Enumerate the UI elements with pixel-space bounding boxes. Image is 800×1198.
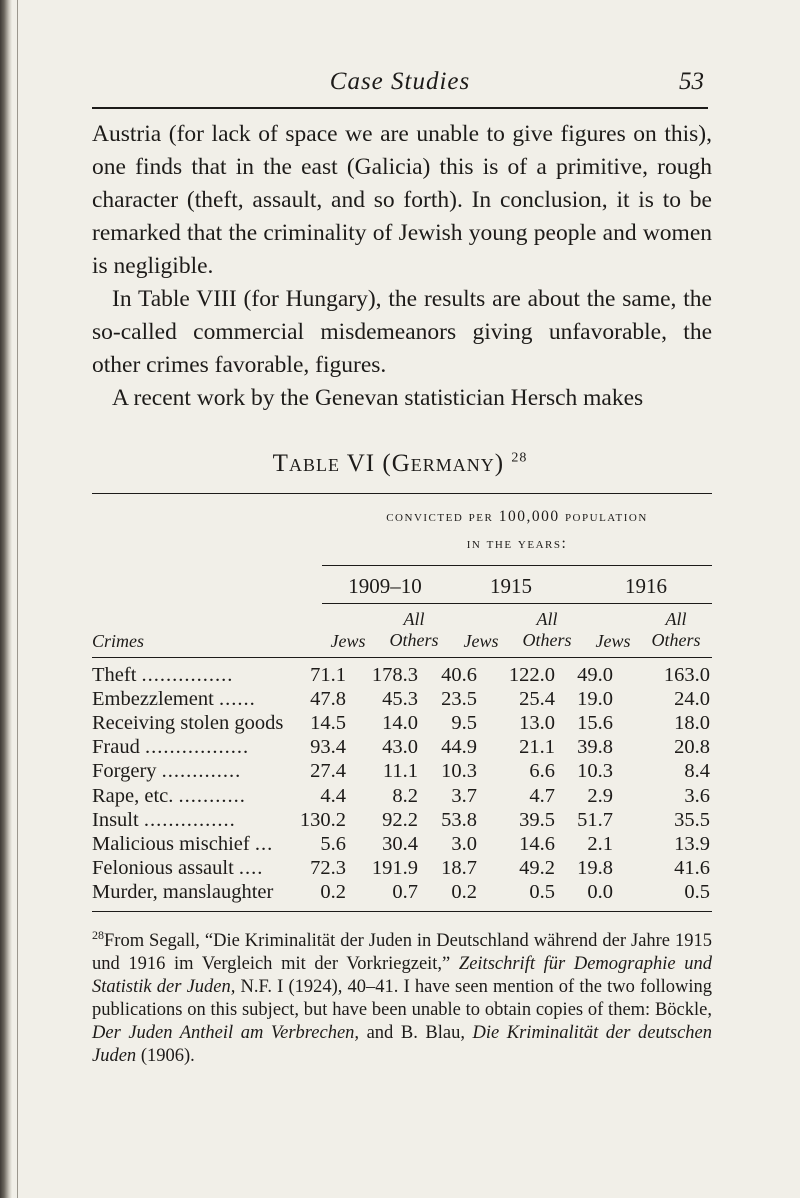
subhead-jews-1909: Jews: [330, 631, 366, 651]
table-cell: 20.8: [674, 736, 710, 759]
table-cell: 43.0: [382, 736, 418, 759]
crime-name: [92, 688, 256, 711]
header-bottom-rule: [92, 657, 712, 658]
table-bottom-rule: [92, 911, 712, 912]
table-cell: 72.3: [310, 856, 346, 879]
table-cell: 51.7: [577, 808, 613, 831]
crime-name: [92, 736, 249, 759]
table-cell: 39.5: [519, 808, 555, 831]
paragraph-hungary: In Table VIII (for Hungary), the results are about the same, the so-called commercial misdemeanors giving unfavorable, the other crimes favorable, figures.: [92, 286, 712, 378]
crime-label: Embezzlement: [92, 688, 214, 711]
subhead-others-text: Others: [522, 630, 572, 650]
leader-dots: ...............: [143, 808, 236, 831]
year-1916: 1916: [625, 574, 667, 598]
crime-name: [92, 760, 241, 783]
table-cell: 10.3: [577, 760, 613, 783]
leader-dots: .................: [144, 736, 250, 759]
table-cell: 3.7: [451, 784, 477, 807]
table-cell: 53.8: [441, 808, 477, 831]
crime-name: [92, 785, 246, 808]
table-cell: 41.6: [674, 856, 710, 879]
table-cell: 13.9: [674, 832, 710, 855]
table-footnote-ref: 28: [511, 450, 528, 466]
table-cell: 14.0: [382, 712, 418, 735]
table-cell: 47.8: [310, 688, 346, 711]
crime-label: Malicious mischief: [92, 832, 250, 855]
paragraph-hersch: A recent work by the Genevan statistician Hersch makes: [112, 385, 644, 411]
year-1909-10: 1909–10: [348, 574, 422, 598]
table-cell: 30.4: [382, 832, 418, 855]
table-cell: 27.4: [310, 760, 346, 783]
subhead-others-text: Others: [389, 630, 439, 650]
table-row: [92, 664, 712, 688]
table-cell: 19.0: [577, 688, 613, 711]
crime-name: [92, 664, 233, 687]
table-cell: 23.5: [441, 688, 477, 711]
table-cell: 2.1: [587, 832, 613, 855]
leader-dots: ...........: [178, 784, 246, 807]
table-cell: 40.6: [441, 664, 477, 686]
table-cell: 8.2: [392, 784, 418, 807]
table-cell: 130.2: [299, 808, 346, 831]
table-cell: 14.5: [310, 712, 346, 735]
subhead-all-text: All: [403, 609, 425, 629]
table-cell: 6.6: [529, 760, 555, 783]
crime-label: Theft: [92, 664, 137, 686]
crime-name: [92, 809, 236, 832]
table-cell: 49.2: [519, 856, 555, 879]
header-rule: [92, 107, 708, 109]
crime-label: Murder, manslaughter: [92, 880, 274, 903]
table-cell: 18.0: [674, 712, 710, 735]
leader-dots: ....: [238, 856, 264, 879]
footnote-journal: Zeitschrift für Demographie und Statistik der Juden,: [92, 954, 712, 998]
subhead-all-text: All: [536, 609, 558, 629]
table-cell: 13.0: [519, 712, 555, 735]
paragraph-austria: Austria (for lack of space we are unable to give figures on this), one finds that in the east (Galicia) this is of a primitive, rough character (theft, assault, and so forth). In conclusion, it is to be remarked that the criminality of Jewish young people and women is negligible.: [92, 121, 712, 279]
footnote-text-2: N.F. I (1924), 40–41. I have seen mention of the two following publications on this subject, but have been unable to obtain copies of them: Böckle,: [92, 977, 712, 1021]
crime-name: [92, 881, 273, 904]
table-row: [92, 688, 712, 712]
table-cell: 3.0: [451, 832, 477, 855]
running-title: Case Studies: [329, 68, 471, 95]
table-cell: 178.3: [371, 664, 418, 686]
table-cell: 4.4: [320, 784, 346, 807]
subhead-all-1909: [374, 609, 454, 651]
table-row: [92, 785, 712, 809]
subhead-all-text: All: [665, 609, 687, 629]
leader-dots: .............: [161, 760, 242, 783]
group-heading-rule: [322, 565, 712, 566]
table-row: [92, 833, 712, 857]
table-cell: 14.6: [519, 832, 555, 855]
table-cell: 3.6: [684, 784, 710, 807]
leader-dots: ...: [254, 832, 274, 855]
crimes-column-label: Crimes: [92, 631, 145, 651]
page-number: 53: [679, 68, 704, 95]
footnote-text-3: and B. Blau,: [359, 1023, 473, 1044]
table-cell: 11.1: [382, 760, 418, 783]
crime-label: Rape, etc.: [92, 784, 174, 807]
subhead-all-1915: [508, 609, 586, 651]
footnote-text-4: (1906).: [136, 1046, 195, 1067]
table-row: [92, 712, 712, 736]
table-cell: 4.7: [529, 784, 555, 807]
body-text: [92, 118, 712, 415]
crime-name: [92, 833, 273, 856]
table-cell: 0.0: [587, 880, 613, 903]
page-header: [92, 64, 708, 104]
years-rule: [322, 603, 712, 604]
table-title-text: Table VI (Germany): [272, 450, 505, 477]
page-edge-line: [17, 0, 18, 1198]
table-row: [92, 809, 712, 833]
table-cell: 24.0: [674, 688, 710, 711]
crime-name: [92, 712, 283, 735]
table-cell: 8.4: [684, 760, 710, 783]
crime-label: Forgery: [92, 760, 157, 783]
table-cell: 71.1: [310, 664, 346, 686]
table-cell: 0.2: [320, 880, 346, 903]
table-cell: 122.0: [508, 664, 555, 686]
table-title: [92, 450, 708, 478]
crime-name: [92, 857, 263, 880]
table-top-rule: [92, 493, 712, 494]
subhead-jews-1916: Jews: [595, 631, 631, 651]
group-heading-line1: convicted per 100,000 population: [386, 508, 648, 525]
table-cell: 49.0: [577, 664, 613, 686]
year-1915: 1915: [490, 574, 532, 598]
table-cell: 0.5: [529, 880, 555, 903]
leader-dots: ......: [218, 688, 256, 711]
table-cell: 39.8: [577, 736, 613, 759]
table-cell: 18.7: [441, 856, 477, 879]
table-cell: 0.5: [684, 880, 710, 903]
footnote-book-2: Die Kriminalität der deutschen Juden: [92, 1023, 712, 1067]
footnote-book-1: Der Juden Antheil am Verbrechen,: [92, 1023, 360, 1044]
book-spine-shadow: [0, 0, 12, 1198]
table-cell: 15.6: [577, 712, 613, 735]
leader-dots: ...............: [141, 664, 234, 686]
table-cell: 9.5: [451, 712, 477, 735]
subhead-jews-1915: Jews: [463, 631, 499, 651]
footnote: [92, 924, 712, 1068]
table-cell: 44.9: [441, 736, 477, 759]
subhead-all-1916: [640, 609, 712, 651]
subhead-others-text: Others: [651, 630, 701, 650]
table-row: [92, 760, 712, 784]
table-cell: 191.9: [371, 856, 418, 879]
table-cell: 2.9: [587, 784, 613, 807]
table-cell: 5.6: [320, 832, 346, 855]
table-cell: 21.1: [519, 736, 555, 759]
crime-label: Insult: [92, 808, 139, 831]
table-cell: 0.7: [392, 880, 418, 903]
crime-label: Felonious assault: [92, 856, 234, 879]
footnote-number: 28: [92, 928, 104, 942]
crime-label: Receiving stolen goods: [92, 712, 284, 735]
table-cell: 0.2: [451, 880, 477, 903]
table-cell: 45.3: [382, 688, 418, 711]
table-row: [92, 881, 712, 905]
group-heading-line2: in the years:: [466, 535, 568, 552]
footnote-text-1: From Segall, “Die Kriminalität der Juden in Deutschland während der Jahre 1915 und 1916 im Vergleich mit der Vorkriegzeit,”: [92, 931, 712, 975]
table-cell: 93.4: [310, 736, 346, 759]
table-cell: 10.3: [441, 760, 477, 783]
table-cell: 163.0: [663, 664, 710, 686]
table-cell: 19.8: [577, 856, 613, 879]
table-cell: 25.4: [519, 688, 555, 711]
table-cell: 35.5: [674, 808, 710, 831]
table-cell: 92.2: [382, 808, 418, 831]
table-row: [92, 736, 712, 760]
table-row: [92, 857, 712, 881]
crime-label: Fraud: [92, 736, 140, 759]
